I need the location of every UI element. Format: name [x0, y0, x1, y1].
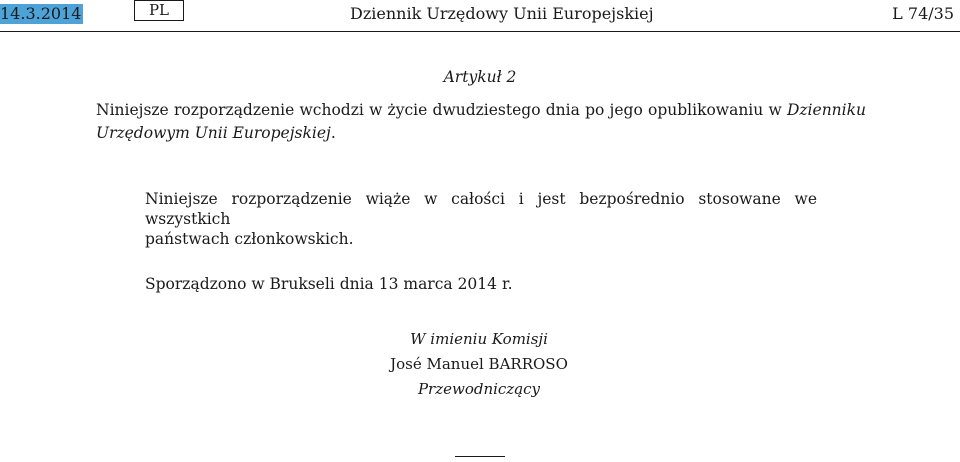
binding-line-2: państwach członkowskich. — [145, 230, 354, 248]
page-header — [0, 0, 960, 32]
binding-paragraph — [145, 189, 817, 249]
journal-title: Dziennik Urzędowy Unii Europejskiej — [350, 4, 654, 23]
para1-end: . — [330, 124, 336, 142]
footnote-separator — [455, 456, 505, 457]
binding-line-1: Niniejsze rozporządzenie wiąże w całości i jest bezpośrednio stosowane we wszystkich — [145, 190, 817, 228]
para1-text: Niniejsze rozporządzenie wchodzi w życie dwudziestego dnia po jego opublikowaniu w — [96, 101, 787, 119]
done-at-statement: Sporządzono w Brukseli dnia 13 marca 2014 r. — [145, 275, 513, 293]
language-code-box: PL — [134, 0, 184, 21]
on-behalf-of-commission: W imieniu Komisji — [410, 330, 548, 348]
page-reference: L 74/35 — [892, 4, 954, 23]
article-heading: Artykuł 2 — [443, 68, 517, 86]
publication-date: 14.3.2014 — [0, 4, 82, 23]
para1-journal-name: Dzienniku Urzędowym Unii Europejskiej — [96, 101, 866, 142]
signatory-role: Przewodniczący — [417, 380, 541, 398]
entry-into-force-paragraph — [96, 99, 866, 145]
signatory-name: José Manuel BARROSO — [390, 355, 568, 373]
